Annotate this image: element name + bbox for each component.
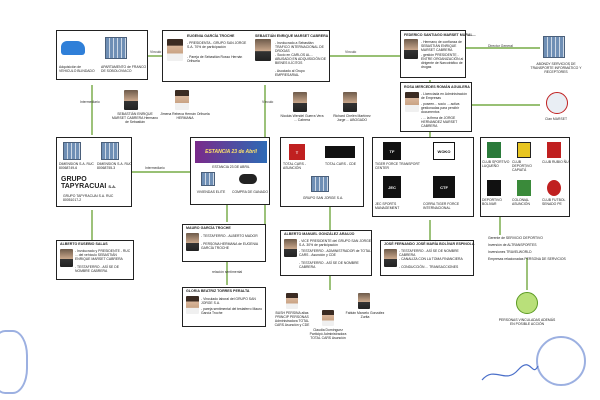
- mauro-line-1: - TESTAFERRO - ALBERTO MADOR: [201, 234, 258, 238]
- dimension-building-icon: [63, 142, 81, 160]
- house-icon: [201, 172, 215, 186]
- rosa-box: [400, 82, 472, 132]
- alberto-photo: [60, 249, 73, 267]
- marset-photo: [255, 39, 271, 61]
- clan-label: Clan MARSET: [545, 117, 568, 121]
- totalcars-caption: TOTAL CARS - ASUNCIÓN: [283, 162, 306, 171]
- club-icon-4: [487, 180, 501, 196]
- dimension-caption: DIMENSION S.A. RUC 80068749-6: [59, 162, 94, 171]
- gerente-list: [488, 236, 568, 261]
- jose-line-2: - CANALIZA CON LA TOMA FINANCIERA: [399, 257, 463, 261]
- clan-network-icon: [546, 92, 568, 114]
- nicolas-caption: Nicolás Wendel Guerra Vera ... Cabrera: [280, 114, 324, 123]
- mauro-photo: [186, 233, 199, 251]
- alberto2-line-2: - TESTAFERRO - ADMINISTRADOR de TOTAL CARS - Asunción y CDE: [299, 249, 371, 258]
- marset-line-1: - Involucrado a Sebastián TRAFICO INTERNACIONAL DE DROGAS: [275, 41, 324, 54]
- marset-name: SEBASTIÁN ENRIQUE MARSET CABRERA: [255, 34, 329, 38]
- club-name-5: COLONIAL ASUNCIÓN: [512, 198, 530, 207]
- jose-name: JOSÉ FERNANDO JOSÉ MARÍA BOLÍVAR ESPINOLA: [384, 242, 475, 246]
- marset-line-3: - Asociado al Grupo EMPRESARIAL: [275, 69, 305, 78]
- gloria-photo: [186, 296, 199, 314]
- jose-line-3: - CONDUCCIÓN ... TRANSACCIONES: [399, 265, 459, 269]
- eugenia-box: [162, 30, 330, 82]
- tigerforce-caption: TIGER FORCE TRANSPORT CENTER: [375, 162, 420, 171]
- intermediario-label: Intermediario: [80, 100, 100, 104]
- richard-photo: [343, 92, 357, 112]
- signature-mark: [480, 360, 540, 388]
- alberto2-name: ALBERTO MANUEL GONZÁLEZ ARAUJO: [284, 232, 355, 236]
- eugenia-name: EUGENIA GARCÍA TROCHE: [187, 34, 235, 38]
- bush-photo: [286, 293, 298, 309]
- sister-photo: [175, 90, 189, 110]
- dimension2-caption: DIMENSION S.A. RUC 80068755-3: [97, 162, 132, 171]
- gerente-line-3: Inversiones TRAVELWORLD: [488, 250, 532, 255]
- eugenia-line-2: - Pareja de Sebastián Rosso Hernán Orihuela: [187, 55, 243, 64]
- mauro-box: [182, 224, 266, 262]
- network-icon: [516, 292, 538, 314]
- assets-box: [56, 30, 148, 80]
- claudia-caption: Claudia Domínguez Participó Administradora TOTAL CARS Asunción: [309, 328, 347, 341]
- abondy-caption: ABONDY SERVICIOS DE TRANSPORTE INFORMÁTICO Y RECEPTORES: [530, 62, 582, 75]
- totalcars-box: [280, 137, 364, 207]
- brother-caption: SEBASTIÁN ENRIQUE MARSET CABRERA Hermano de Sebastián: [111, 112, 159, 125]
- gerente-line-2: Inversión de ALTRANSPORTES: [488, 243, 537, 248]
- rosa-line-1: - Licenciada en Administración de Empresas: [421, 92, 467, 101]
- alberto-line-1: - Involucrado y PRESIDENTE - RUC ... del vehículo SEBASTIÁN ENRIQUE MARSET CABRERA: [75, 249, 131, 262]
- dimension2-building-icon: [101, 142, 119, 160]
- club-icon-5: [517, 180, 531, 196]
- mauro-name: MAURO GARCÍA TROCHE: [186, 226, 231, 230]
- alberto-box: [56, 240, 134, 280]
- building-icon: [105, 37, 127, 59]
- car-icon: [61, 41, 85, 55]
- alberto2-box: [280, 230, 372, 276]
- club-name-1: CLUB SPORTIVO LUQUEÑO: [482, 160, 510, 169]
- club-icon-6: [547, 180, 561, 196]
- nicolas-photo: [293, 92, 307, 112]
- gerente-line-1: Gerente de SERVICIO DEPORTIVO: [488, 236, 543, 240]
- jose-box: [380, 240, 474, 276]
- club-icon-3: [547, 142, 561, 158]
- club-name-3: CLUB RUBIO ÑU: [542, 160, 569, 164]
- woko-logo: WOKO: [433, 142, 455, 160]
- tigerforce-logo: TF: [383, 142, 401, 160]
- ganado-caption: COMPRA DE GANADO: [232, 190, 268, 194]
- alberto-name: ALBERTO EUSEBIO SALAS: [60, 242, 108, 246]
- federico-name: FEDERICO SANTIAGO MARSET MURAL...: [404, 33, 476, 37]
- rosa-line-2: - poseen... socio ... activa gestionadas para percibir documentos: [421, 102, 460, 115]
- ctf-caption: CORRA TIGER FORCE INTERNACIONAL: [423, 202, 460, 211]
- marset-line-2: - Socio en CARLOS AL... ABUSADO EN ADQUISICIÓN DE BIENES ILÍCITOS: [275, 53, 327, 66]
- tapy-caption: GRUPO TAPYRACUAI S.A. RUC 80051017-2: [63, 194, 114, 203]
- bush-caption: BUSH PERSINA alias PRINCIP PERSONAS Administradora TOTAL CARS Asunción y CDE: [274, 311, 310, 328]
- tapy-logo: [61, 176, 131, 190]
- totalcars-car-logo: [325, 146, 355, 158]
- rosa-name: ROSA MERCEDES ROMÁN AGUILERA: [404, 85, 470, 89]
- gloria-name: GLORIA BEATRIZ TORRES PERALTA: [186, 289, 250, 293]
- estancia-banner: ESTANCIA 23 de Abril: [195, 141, 267, 163]
- jec-caption: JEC SPORTS MANAGEMENT: [375, 202, 400, 211]
- alberto2-photo: [284, 239, 297, 257]
- intermediario-label-2: Intermediario: [145, 166, 165, 170]
- sanjorge-building-icon: [311, 176, 329, 192]
- companies-box: [56, 137, 132, 207]
- official-stamp-left: [0, 330, 28, 394]
- club-name-4: DEPORTIVO BOLIVAR: [482, 198, 502, 207]
- estancia-box: [190, 137, 270, 205]
- rosa-photo: [405, 92, 419, 112]
- alberto-line-2: - TESTAFERRO - ASÍ SE DE NOMBRE CABRERA: [75, 265, 119, 274]
- claudia-photo: [322, 310, 334, 326]
- brother-photo: [124, 90, 138, 110]
- gloria-line-1: - Vinculado laboral del GRUPO SAN JORGE S.A.: [201, 297, 256, 306]
- totalcars-logo: T: [289, 144, 305, 160]
- sanjorge-caption: GRUPO SAN JORGE S.A.: [302, 196, 344, 200]
- club-icon-1: [487, 142, 501, 158]
- relacion-label: relación sentimental: [212, 270, 243, 274]
- fabian-photo: [358, 293, 370, 309]
- jose-photo: [384, 249, 397, 267]
- viviendas-caption: VIVIENDAS ELITE: [196, 190, 226, 194]
- totalcars2-caption: TOTAL CARS - CDE: [325, 162, 357, 166]
- building-caption: APARTAMENTO de FRANCO DE SOBOLOVIACO: [101, 65, 147, 74]
- vinculo-label-2: Vínculo: [345, 50, 357, 54]
- federico-photo: [404, 39, 418, 59]
- cattle-icon: [239, 174, 257, 184]
- sports-box: [372, 137, 474, 217]
- vehicle-caption: Adquisición de VEHICULO BLINDADO: [59, 65, 95, 74]
- federico-line-2: - gestión PRESIDENTE - ENTRE ORGANIZACIÓN al dirigente de Narcotráfico de drogas: [421, 53, 464, 70]
- club-icon-2: [517, 142, 531, 158]
- alberto2-line-3: - TESTAFERRO - ASÍ SE DE NOMBRE CABRERA: [299, 261, 359, 270]
- mauro-line-2: - PERSONA HERMANA de EUGENIA GARCÍA TROCHE: [201, 242, 258, 251]
- richard-caption: Richard Chelén Martínez Jorge ... ABOGADO: [333, 114, 371, 123]
- official-stamp: [536, 336, 586, 386]
- green-caption: PERSONAS VINCULADAS ADEMÁS EN POSIBLE ACCIÓN: [498, 318, 556, 327]
- federico-line-1: - Hermano de confianza de SEBASTIÁN ENRIQUE MARSET CABRERA: [421, 40, 462, 53]
- federico-box: [400, 30, 476, 78]
- estancia-caption: ESTANCIA 23 DE ABRIL: [212, 165, 250, 169]
- club-name-6: CLUB FUTBOL SENADO PE: [542, 198, 566, 207]
- abondy-building-icon: [543, 36, 565, 58]
- eugenia-photo: [167, 39, 183, 61]
- sister-caption: Jimena Rebeca Hernán Orihuela HERMANA: [160, 112, 210, 121]
- gerente-line-4: Empresas relacionadas PERSONA DE SERVICIOS: [488, 257, 566, 262]
- vinculo-label-3: Vínculo: [262, 100, 274, 104]
- ctf-logo: CTF: [433, 176, 455, 198]
- alberto2-line-1: - VICE PRESIDENTE del GRUPO SAN JORGE S.A. 30% de participación: [299, 239, 371, 248]
- tapy-logo-text: GRUPO TAPYRACUAI: [61, 176, 107, 190]
- gloria-line-2: - pareja sentimental del testaferro Mauro García Troche: [201, 307, 263, 316]
- eugenia-line-1: - PRESIDENTA - GRUPO SAN JORGE S.A. 70% de participación: [187, 41, 247, 50]
- gloria-box: [182, 287, 266, 327]
- vinculo-label: Vínculo: [150, 50, 162, 54]
- rosa-line-3: - ... la firma de JORGE HERNANDEZ MARSET CABRERA: [421, 116, 458, 129]
- tapy-logo-suffix: S.A.: [108, 184, 117, 189]
- clubs-box: [480, 137, 570, 217]
- fabian-caption: Fabián Marcelo González Zurita: [345, 311, 385, 320]
- club-name-2: CLUB DEPORTIVO CAPIATÁ: [512, 160, 532, 173]
- jose-line-1: - TESTAFERRO - ASÍ SE DE NOMBRE CABRERA: [399, 249, 459, 258]
- director-label: Director General: [488, 44, 513, 48]
- jec-logo: JEC: [383, 176, 401, 198]
